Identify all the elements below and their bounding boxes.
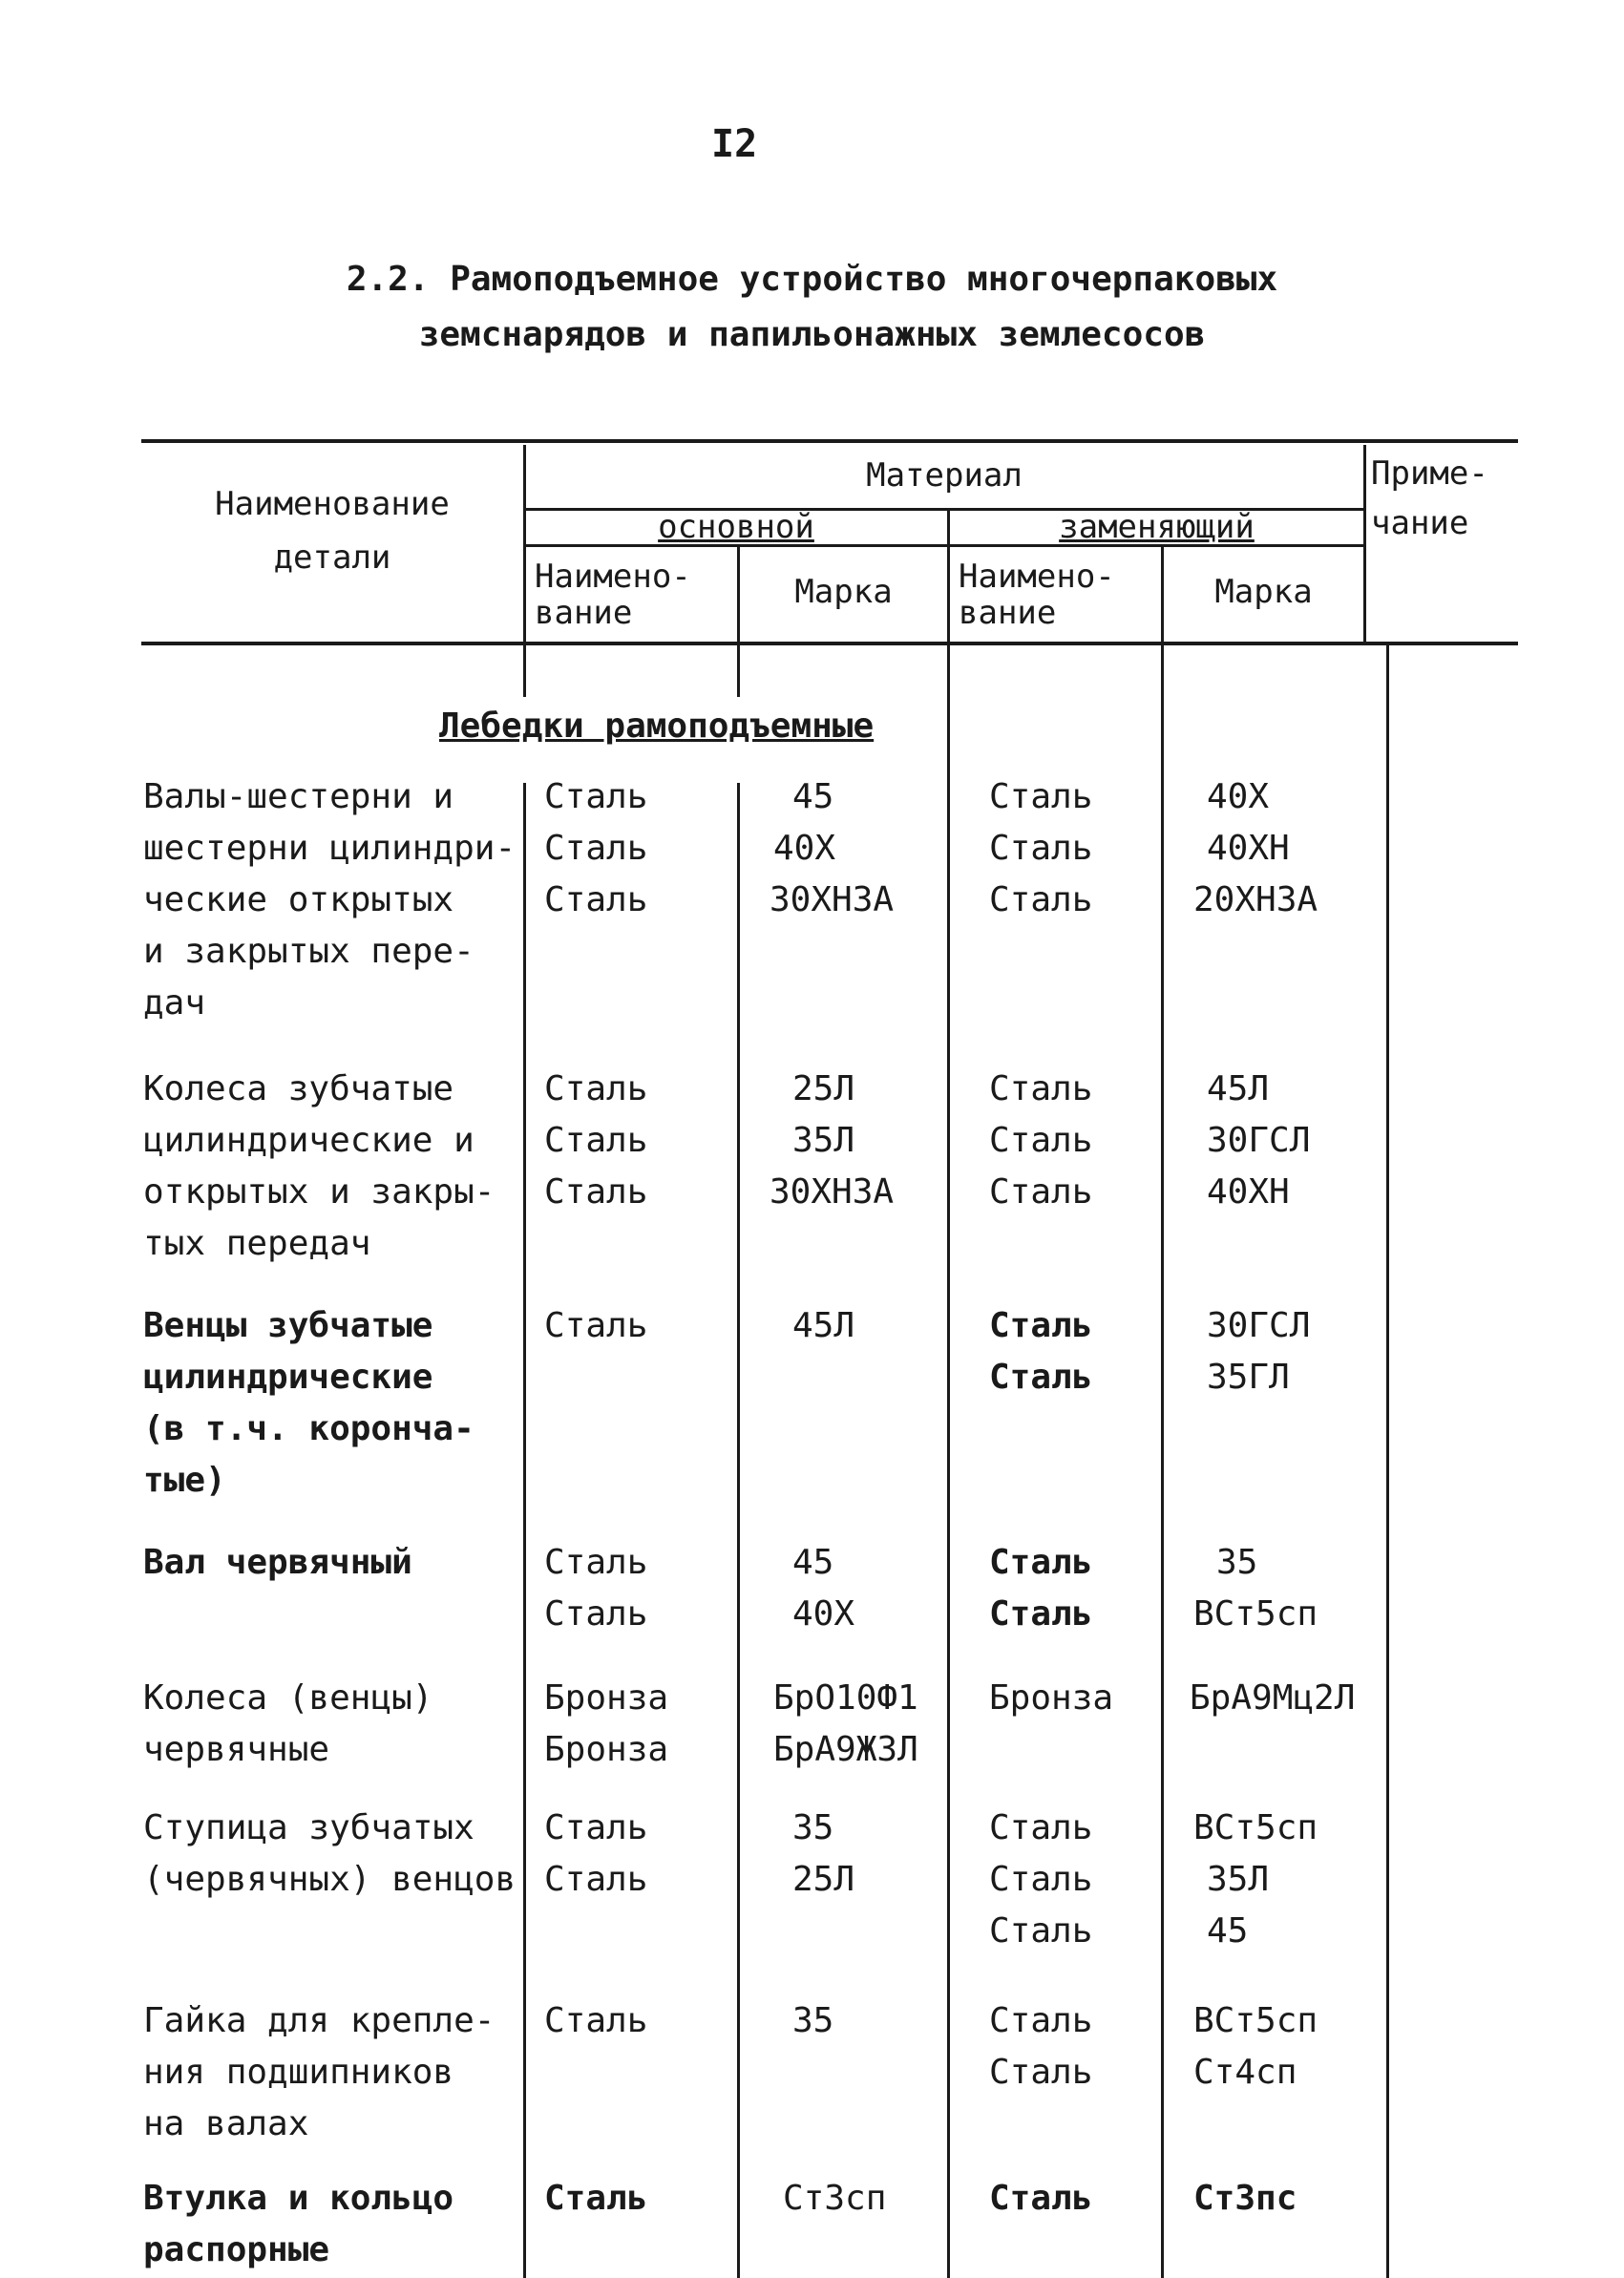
column-divider-3 xyxy=(947,511,950,2278)
substitute-grade: 40ХН xyxy=(1207,829,1290,868)
substitute-material: Сталь xyxy=(989,1860,1093,1899)
substitute-material: Сталь xyxy=(989,1121,1093,1160)
column-divider-5 xyxy=(1363,445,1366,642)
basic-grade: БрА9Ж3Л xyxy=(773,1730,918,1769)
substitute-grade: БрА9Мц2Л xyxy=(1190,1678,1356,1718)
part-name: Валы-шестерни и xyxy=(143,777,454,816)
basic-material: Сталь xyxy=(544,2179,648,2218)
substitute-grade: 45Л xyxy=(1207,1069,1270,1108)
basic-grade: БрО10Ф1 xyxy=(773,1678,918,1718)
part-name: открытых и закры- xyxy=(143,1172,496,1212)
substitute-material: Сталь xyxy=(989,1543,1093,1582)
section-title: Лебедки рамоподъемные xyxy=(439,707,875,746)
part-name: дач xyxy=(143,983,206,1023)
basic-material: Сталь xyxy=(544,1808,648,1847)
basic-material: Сталь xyxy=(544,880,648,919)
basic-material: Сталь xyxy=(544,1069,648,1108)
substitute-material: Сталь xyxy=(989,1911,1093,1951)
basic-grade: 35Л xyxy=(792,1121,855,1160)
basic-material: Сталь xyxy=(544,1306,648,1345)
basic-grade: 45Л xyxy=(792,1306,855,1345)
basic-grade: Ст3сп xyxy=(783,2179,887,2218)
page-number: I2 xyxy=(711,122,758,166)
basic-material: Сталь xyxy=(544,829,648,868)
substitute-material: Сталь xyxy=(989,2179,1093,2218)
substitute-material: Сталь xyxy=(989,777,1093,816)
part-name: Гайка для крепле- xyxy=(143,2001,496,2040)
basic-grade: 40Х xyxy=(773,829,836,868)
basic-material: Сталь xyxy=(544,1594,648,1634)
basic-grade: 45 xyxy=(792,777,834,816)
substitute-grade: 40ХН xyxy=(1207,1172,1290,1212)
substitute-material: Сталь xyxy=(989,1358,1093,1397)
column-divider-1-body xyxy=(523,783,526,2278)
substitute-grade: 40Х xyxy=(1207,777,1270,816)
header-substitute-grade: Марка xyxy=(1214,573,1313,611)
basic-material: Сталь xyxy=(544,1543,648,1582)
basic-grade: 40Х xyxy=(792,1594,855,1634)
substitute-material: Сталь xyxy=(989,2001,1093,2040)
basic-grade: 30ХН3А xyxy=(770,1172,895,1212)
part-name: тые) xyxy=(143,1461,226,1500)
header-part-name-line-2: детали xyxy=(273,538,391,577)
part-name: распорные xyxy=(143,2230,330,2269)
substitute-grade: ВСт5сп xyxy=(1193,1808,1318,1847)
basic-material: Сталь xyxy=(544,1860,648,1899)
basic-material: Сталь xyxy=(544,1121,648,1160)
substitute-material: Сталь xyxy=(989,1306,1093,1345)
part-name: (червячных) венцов xyxy=(143,1860,517,1899)
header-substitute: заменяющий xyxy=(1059,508,1255,546)
substitute-material: Сталь xyxy=(989,880,1093,919)
section-heading-line-2: земснарядов и папильонажных землесосов xyxy=(418,315,1206,354)
basic-material: Бронза xyxy=(544,1678,669,1718)
part-name: тых передач xyxy=(143,1224,371,1263)
header-basic: основной xyxy=(658,508,814,546)
basic-grade: 25Л xyxy=(792,1860,855,1899)
basic-material: Сталь xyxy=(544,1172,648,1212)
part-name: Колеса зубчатые xyxy=(143,1069,454,1108)
part-name: (в т.ч. коронча- xyxy=(143,1409,475,1448)
basic-grade: 35 xyxy=(792,2001,834,2040)
substitute-grade: Ст3пс xyxy=(1193,2179,1297,2218)
basic-grade: 30ХН3А xyxy=(770,880,895,919)
basic-grade: 45 xyxy=(792,1543,834,1582)
column-divider-2 xyxy=(737,547,740,697)
table-top-rule xyxy=(141,439,1518,443)
substitute-grade: 30ГСЛ xyxy=(1207,1306,1311,1345)
table-header-bottom-rule xyxy=(141,642,1518,645)
part-name: на валах xyxy=(143,2104,309,2143)
header-part-name-line-1: Наименование xyxy=(215,485,450,523)
note-column-divider xyxy=(1386,645,1389,2278)
part-name: ния подшипников xyxy=(143,2053,454,2092)
header-basic-name-line-2: вание xyxy=(535,594,633,632)
substitute-material: Сталь xyxy=(989,829,1093,868)
substitute-material: Бронза xyxy=(989,1678,1114,1718)
basic-material: Сталь xyxy=(544,2001,648,2040)
part-name: цилиндрические и xyxy=(143,1121,475,1160)
substitute-material: Сталь xyxy=(989,2053,1093,2092)
substitute-material: Сталь xyxy=(989,1808,1093,1847)
substitute-grade: 20ХН3А xyxy=(1193,880,1318,919)
header-substitute-name-line-1: Наимено- xyxy=(959,558,1115,596)
basic-material: Бронза xyxy=(544,1730,669,1769)
column-divider-2-body xyxy=(737,783,740,2278)
substitute-grade: ВСт5сп xyxy=(1193,1594,1318,1634)
header-note-line-1: Приме- xyxy=(1371,454,1488,493)
part-name: цилиндрические xyxy=(143,1358,433,1397)
part-name: Втулка и кольцо xyxy=(143,2179,454,2218)
substitute-grade: 45 xyxy=(1207,1911,1249,1951)
header-basic-name-line-1: Наимено- xyxy=(535,558,691,596)
header-note-line-2: чание xyxy=(1371,504,1469,542)
part-name: шестерни цилиндри- xyxy=(143,829,517,868)
part-name: и закрытых пере- xyxy=(143,932,475,971)
substitute-grade: 35ГЛ xyxy=(1207,1358,1290,1397)
substitute-grade: ВСт5сп xyxy=(1193,2001,1318,2040)
basic-grade: 25Л xyxy=(792,1069,855,1108)
header-substitute-name-line-2: вание xyxy=(959,594,1057,632)
column-divider-4 xyxy=(1161,547,1164,2278)
part-name: Венцы зубчатые xyxy=(143,1306,433,1345)
part-name: Ступица зубчатых xyxy=(143,1808,475,1847)
part-name: ческие открытых xyxy=(143,880,454,919)
substitute-grade: Ст4сп xyxy=(1193,2053,1297,2092)
header-basic-grade: Марка xyxy=(794,573,893,611)
substitute-grade: 35 xyxy=(1216,1543,1258,1582)
substitute-grade: 35Л xyxy=(1207,1860,1270,1899)
basic-material: Сталь xyxy=(544,777,648,816)
section-heading-line-1: 2.2. Рамоподъемное устройство многочерпаковых xyxy=(346,260,1278,299)
header-material: Материал xyxy=(866,456,1023,495)
substitute-material: Сталь xyxy=(989,1594,1093,1634)
basic-grade: 35 xyxy=(792,1808,834,1847)
substitute-material: Сталь xyxy=(989,1172,1093,1212)
substitute-grade: 30ГСЛ xyxy=(1207,1121,1311,1160)
part-name: Вал червячный xyxy=(143,1543,412,1582)
substitute-material: Сталь xyxy=(989,1069,1093,1108)
part-name: Колеса (венцы) xyxy=(143,1678,433,1718)
part-name: червячные xyxy=(143,1730,330,1769)
